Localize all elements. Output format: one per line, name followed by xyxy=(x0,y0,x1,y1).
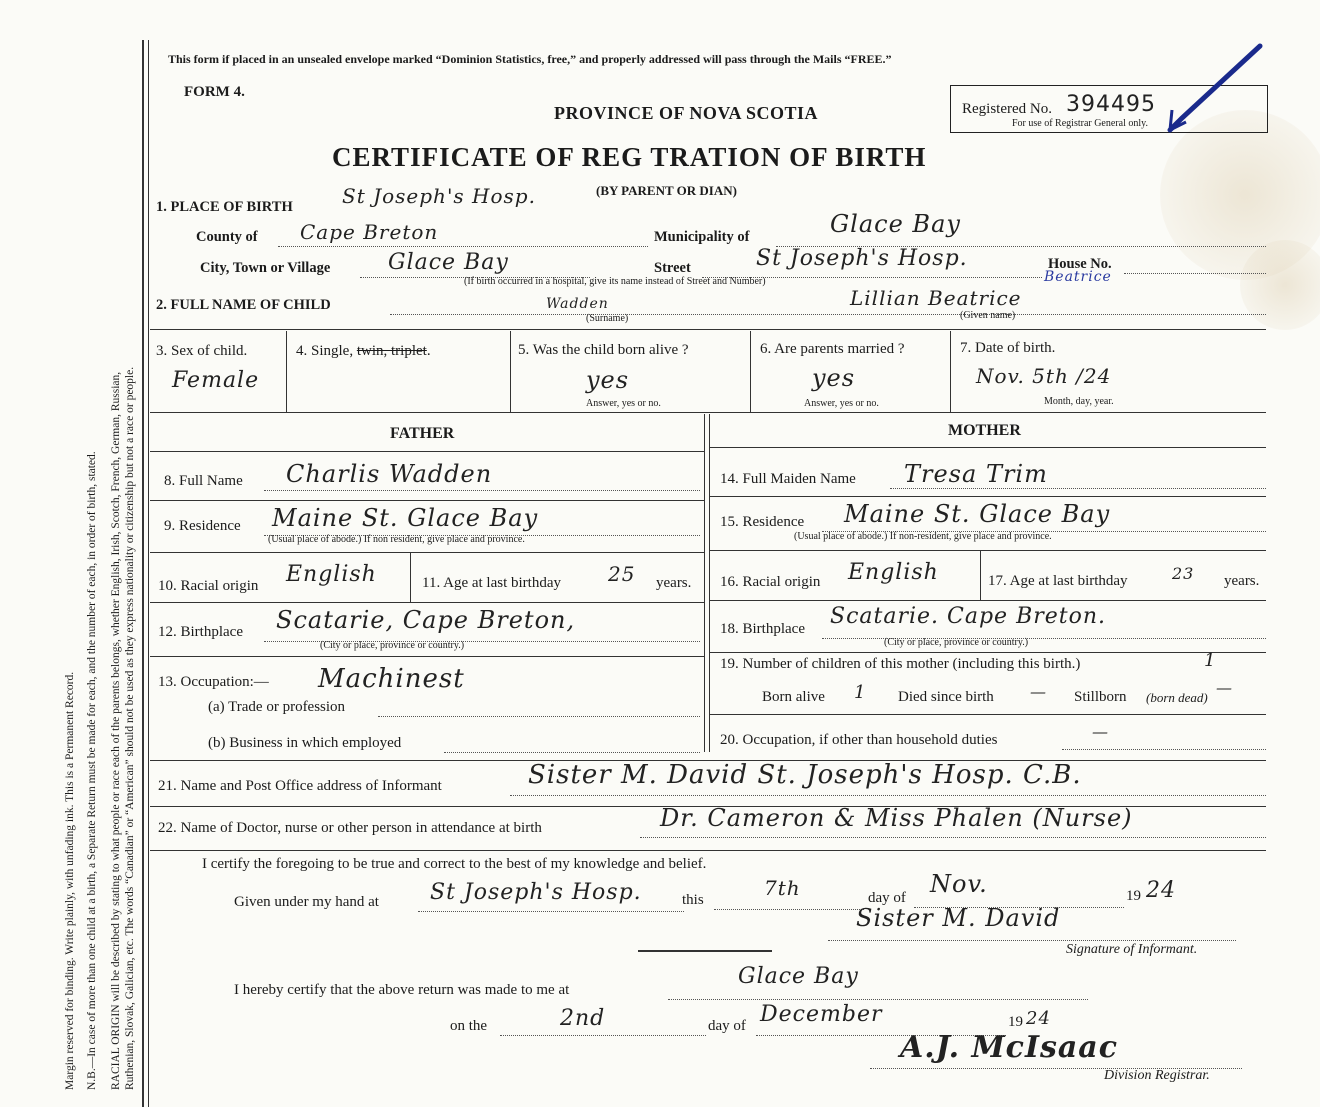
registration-day: 2nd xyxy=(560,1006,606,1031)
informant-signature-caption: Signature of Informant. xyxy=(1066,942,1198,957)
dob-caption: Month, day, year. xyxy=(1044,396,1114,407)
given-year: 24 xyxy=(1146,878,1176,903)
mother-children-value: 1 xyxy=(1204,650,1217,671)
child-given-insert: Beatrice xyxy=(1044,269,1112,285)
father-name-label: 8. Full Name xyxy=(164,473,243,489)
single-label-a: 4. Single, xyxy=(296,343,354,359)
father-racial-value: English xyxy=(286,562,377,587)
rule xyxy=(510,331,511,412)
father-racial-label: 10. Racial origin xyxy=(158,578,259,594)
county-line xyxy=(278,246,648,247)
mother-birthplace-value: Scatarie. Cape Breton. xyxy=(830,604,1107,629)
line xyxy=(828,940,1236,941)
mother-occupation-label: 20. Occupation, if other than household duties xyxy=(720,732,998,748)
rule xyxy=(950,331,951,412)
surname-caption: (Surname) xyxy=(586,313,629,324)
mother-children-label: 19. Number of children of this mother (including this birth.) xyxy=(720,656,1081,672)
sex-label: 3. Sex of child. xyxy=(156,343,248,359)
line xyxy=(378,716,700,717)
mother-name-value: Tresa Trim xyxy=(904,460,1048,488)
alive-value: yes xyxy=(586,366,630,394)
rule xyxy=(150,552,704,553)
margin-note-4: Ruthenian, Slovak, Galician, etc. The words “Canadian” or “American” should not be used as they express nationality or citizenship but not a race or people. xyxy=(124,366,136,1090)
born-alive-label: Born alive xyxy=(762,689,825,705)
given-label: Given under my hand at xyxy=(234,894,379,910)
registration-month: December xyxy=(760,1002,883,1027)
father-birthplace-value: Scatarie, Cape Breton, xyxy=(276,606,576,634)
alive-label: 5. Was the child born alive ? xyxy=(518,342,689,358)
street-value: St Joseph's Hosp. xyxy=(756,246,968,271)
stillborn-value: — xyxy=(1216,678,1233,697)
mail-notice: This form if placed in an unsealed envelope marked “Dominion Statistics, free,” and properly addressed will pass through the Mails “FREE.” xyxy=(168,52,892,66)
rule xyxy=(150,602,704,603)
registration-year: 24 xyxy=(1026,1008,1051,1029)
single-label xyxy=(296,343,431,360)
father-birthplace-caption: (City or place, province or country.) xyxy=(320,640,465,651)
father-years: years. xyxy=(656,575,692,591)
mother-abode-caption: (Usual place of abode.) If non-resident, give place and province. xyxy=(794,531,1052,542)
given-place: St Joseph's Hosp. xyxy=(430,880,642,905)
province-heading: PROVINCE OF NOVA SCOTIA xyxy=(554,103,819,123)
registrar-statement: I hereby certify that the above return was made to me at xyxy=(234,982,570,998)
line xyxy=(668,999,1088,1000)
rule xyxy=(710,496,1266,497)
rule xyxy=(410,552,411,602)
given-day: 7th xyxy=(764,876,801,900)
mother-age-value: 23 xyxy=(1172,564,1195,583)
father-abode-caption: (Usual place of abode.) If non resident, give place and province. xyxy=(268,534,525,545)
municipality-value: Glace Bay xyxy=(830,210,961,238)
given-month: Nov. xyxy=(930,870,988,898)
certificate-title: CERTIFICATE OF REG TRATION OF BIRTH xyxy=(332,142,927,172)
single-label-c: . xyxy=(426,343,431,359)
father-business-label: (b) Business in which employed xyxy=(208,735,402,751)
mother-residence-value: Maine St. Glace Bay xyxy=(844,500,1111,528)
blue-pen-mark xyxy=(1160,40,1270,140)
stillborn-label: Stillborn xyxy=(1074,689,1127,705)
married-value: yes xyxy=(812,364,856,392)
child-given-value: Lillian Beatrice xyxy=(850,286,1022,310)
father-name-value: Charlis Wadden xyxy=(286,460,493,488)
rule xyxy=(710,714,1266,715)
reg-year-prefix: 19 xyxy=(1008,1014,1023,1030)
rule xyxy=(750,331,751,412)
father-age-value: 25 xyxy=(608,562,636,586)
rule xyxy=(150,656,704,657)
mother-heading: MOTHER xyxy=(948,422,1021,439)
line xyxy=(640,837,1266,838)
mother-occupation-value: — xyxy=(1092,722,1109,741)
on-the-label: on the xyxy=(450,1018,488,1034)
reg-day-of-label: day of xyxy=(708,1018,746,1034)
mother-racial-value: English xyxy=(848,560,939,585)
died-value: — xyxy=(1030,682,1047,701)
rule xyxy=(638,950,772,952)
dob-value: Nov. 5th /24 xyxy=(976,364,1112,388)
line xyxy=(264,490,700,491)
rule xyxy=(150,451,704,452)
house-line xyxy=(1124,273,1266,274)
father-birthplace-label: 12. Birthplace xyxy=(158,624,243,640)
hospital-note: (If birth occurred in a hospital, give its name instead of Street and Number) xyxy=(464,276,766,287)
registrar-use-note: For use of Registrar General only. xyxy=(1012,118,1148,129)
alive-caption: Answer, yes or no. xyxy=(586,398,661,409)
day-of-label: day of xyxy=(868,890,906,906)
father-occupation-label: 13. Occupation:— xyxy=(158,674,269,690)
line xyxy=(890,488,1266,489)
place-of-birth-value: St Joseph's Hosp. xyxy=(342,184,536,208)
registrar-caption: Division Registrar. xyxy=(1104,1068,1210,1083)
child-surname-value: Wadden xyxy=(546,296,609,312)
this-label: this xyxy=(682,892,704,908)
rule xyxy=(704,414,705,752)
father-heading: FATHER xyxy=(390,425,455,442)
stillborn-note: (born dead) xyxy=(1146,690,1208,705)
county-label: County of xyxy=(196,229,258,245)
rule xyxy=(710,447,1266,448)
doctor-label: 22. Name of Doctor, nurse or other person in attendance at birth xyxy=(158,820,542,836)
margin-note-3: RACIAL ORIGIN will be described by stating to what people or race each of the parents belongs, whether English, Irish, Scotch, French, German, Russian, xyxy=(110,371,122,1090)
mother-name-label: 14. Full Maiden Name xyxy=(720,471,856,487)
city-value: Glace Bay xyxy=(388,250,509,275)
mother-residence-label: 15. Residence xyxy=(720,514,805,530)
died-label: Died since birth xyxy=(898,689,994,705)
margin-rule xyxy=(142,40,144,1107)
married-label: 6. Are parents married ? xyxy=(760,341,905,357)
rule xyxy=(150,850,1266,851)
certificate-subtitle: (BY PARENT OR DIAN) xyxy=(596,183,737,198)
rule xyxy=(980,550,981,600)
house-number-label: House No. xyxy=(1048,256,1112,272)
paper-stain xyxy=(1240,240,1320,330)
line xyxy=(714,909,864,910)
line xyxy=(418,911,684,912)
line xyxy=(1062,749,1266,750)
line xyxy=(510,795,1266,796)
father-trade-label: (a) Trade or profession xyxy=(208,699,346,715)
born-alive-value: 1 xyxy=(854,682,867,703)
mother-years: years. xyxy=(1224,573,1260,589)
mother-racial-label: 16. Racial origin xyxy=(720,574,821,590)
rule xyxy=(286,331,287,412)
margin-note-2: N.B.—In case of more than one child at a birth, a Separate Return must be made for each, and the number of each, in order of birth, stated. xyxy=(86,451,98,1090)
child-name-label: 2. FULL NAME OF CHILD xyxy=(156,297,331,313)
place-of-birth-label: 1. PLACE OF BIRTH xyxy=(156,199,293,215)
rule xyxy=(710,550,1266,551)
informant-label: 21. Name and Post Office address of Informant xyxy=(158,778,442,794)
informant-value: Sister M. David St. Joseph's Hosp. C.B. xyxy=(528,760,1082,790)
mother-age-label: 17. Age at last birthday xyxy=(988,573,1128,589)
sex-value: Female xyxy=(172,368,260,393)
father-occupation-value: Machinest xyxy=(318,664,465,694)
informant-signature: Sister M. David xyxy=(856,904,1061,932)
rule xyxy=(709,414,710,752)
registered-number: 394495 xyxy=(1066,92,1156,117)
rule xyxy=(150,500,704,501)
married-caption: Answer, yes or no. xyxy=(804,398,879,409)
city-label: City, Town or Village xyxy=(200,260,331,276)
dob-label: 7. Date of birth. xyxy=(960,340,1056,356)
year-prefix: 19 xyxy=(1126,888,1141,904)
margin-rule-inner xyxy=(148,40,149,1107)
father-residence-label: 9. Residence xyxy=(164,518,241,534)
father-residence-value: Maine St. Glace Bay xyxy=(272,504,539,532)
margin-note-1: Margin reserved for binding. Write plainly, with unfading ink. This is a Permanent Record. xyxy=(64,671,76,1090)
child-name-line xyxy=(390,314,1266,315)
given-caption: (Given name) xyxy=(960,310,1016,321)
rule xyxy=(710,652,1266,653)
rule xyxy=(150,329,1266,330)
mother-birthplace-label: 18. Birthplace xyxy=(720,621,805,637)
mother-birthplace-caption: (City or place, province or country.) xyxy=(884,637,1029,648)
doctor-value: Dr. Cameron & Miss Phalen (Nurse) xyxy=(660,804,1133,832)
registrar-place: Glace Bay xyxy=(738,964,859,989)
form-number: FORM 4. xyxy=(184,84,245,100)
line xyxy=(444,752,700,753)
rule xyxy=(710,600,1266,601)
single-label-strike: twin, triplet xyxy=(356,343,427,359)
street-label: Street xyxy=(654,260,691,276)
certify-statement: I certify the foregoing to be true and correct to the best of my knowledge and belief. xyxy=(202,856,707,872)
county-value: Cape Breton xyxy=(300,220,439,244)
registrar-signature: A.J. McIsaac xyxy=(900,1030,1119,1065)
municipality-label: Municipality of xyxy=(654,229,750,245)
father-age-label: 11. Age at last birthday xyxy=(422,575,561,591)
registered-label: Registered No. xyxy=(962,101,1052,117)
line xyxy=(500,1035,706,1036)
rule xyxy=(150,412,1266,413)
